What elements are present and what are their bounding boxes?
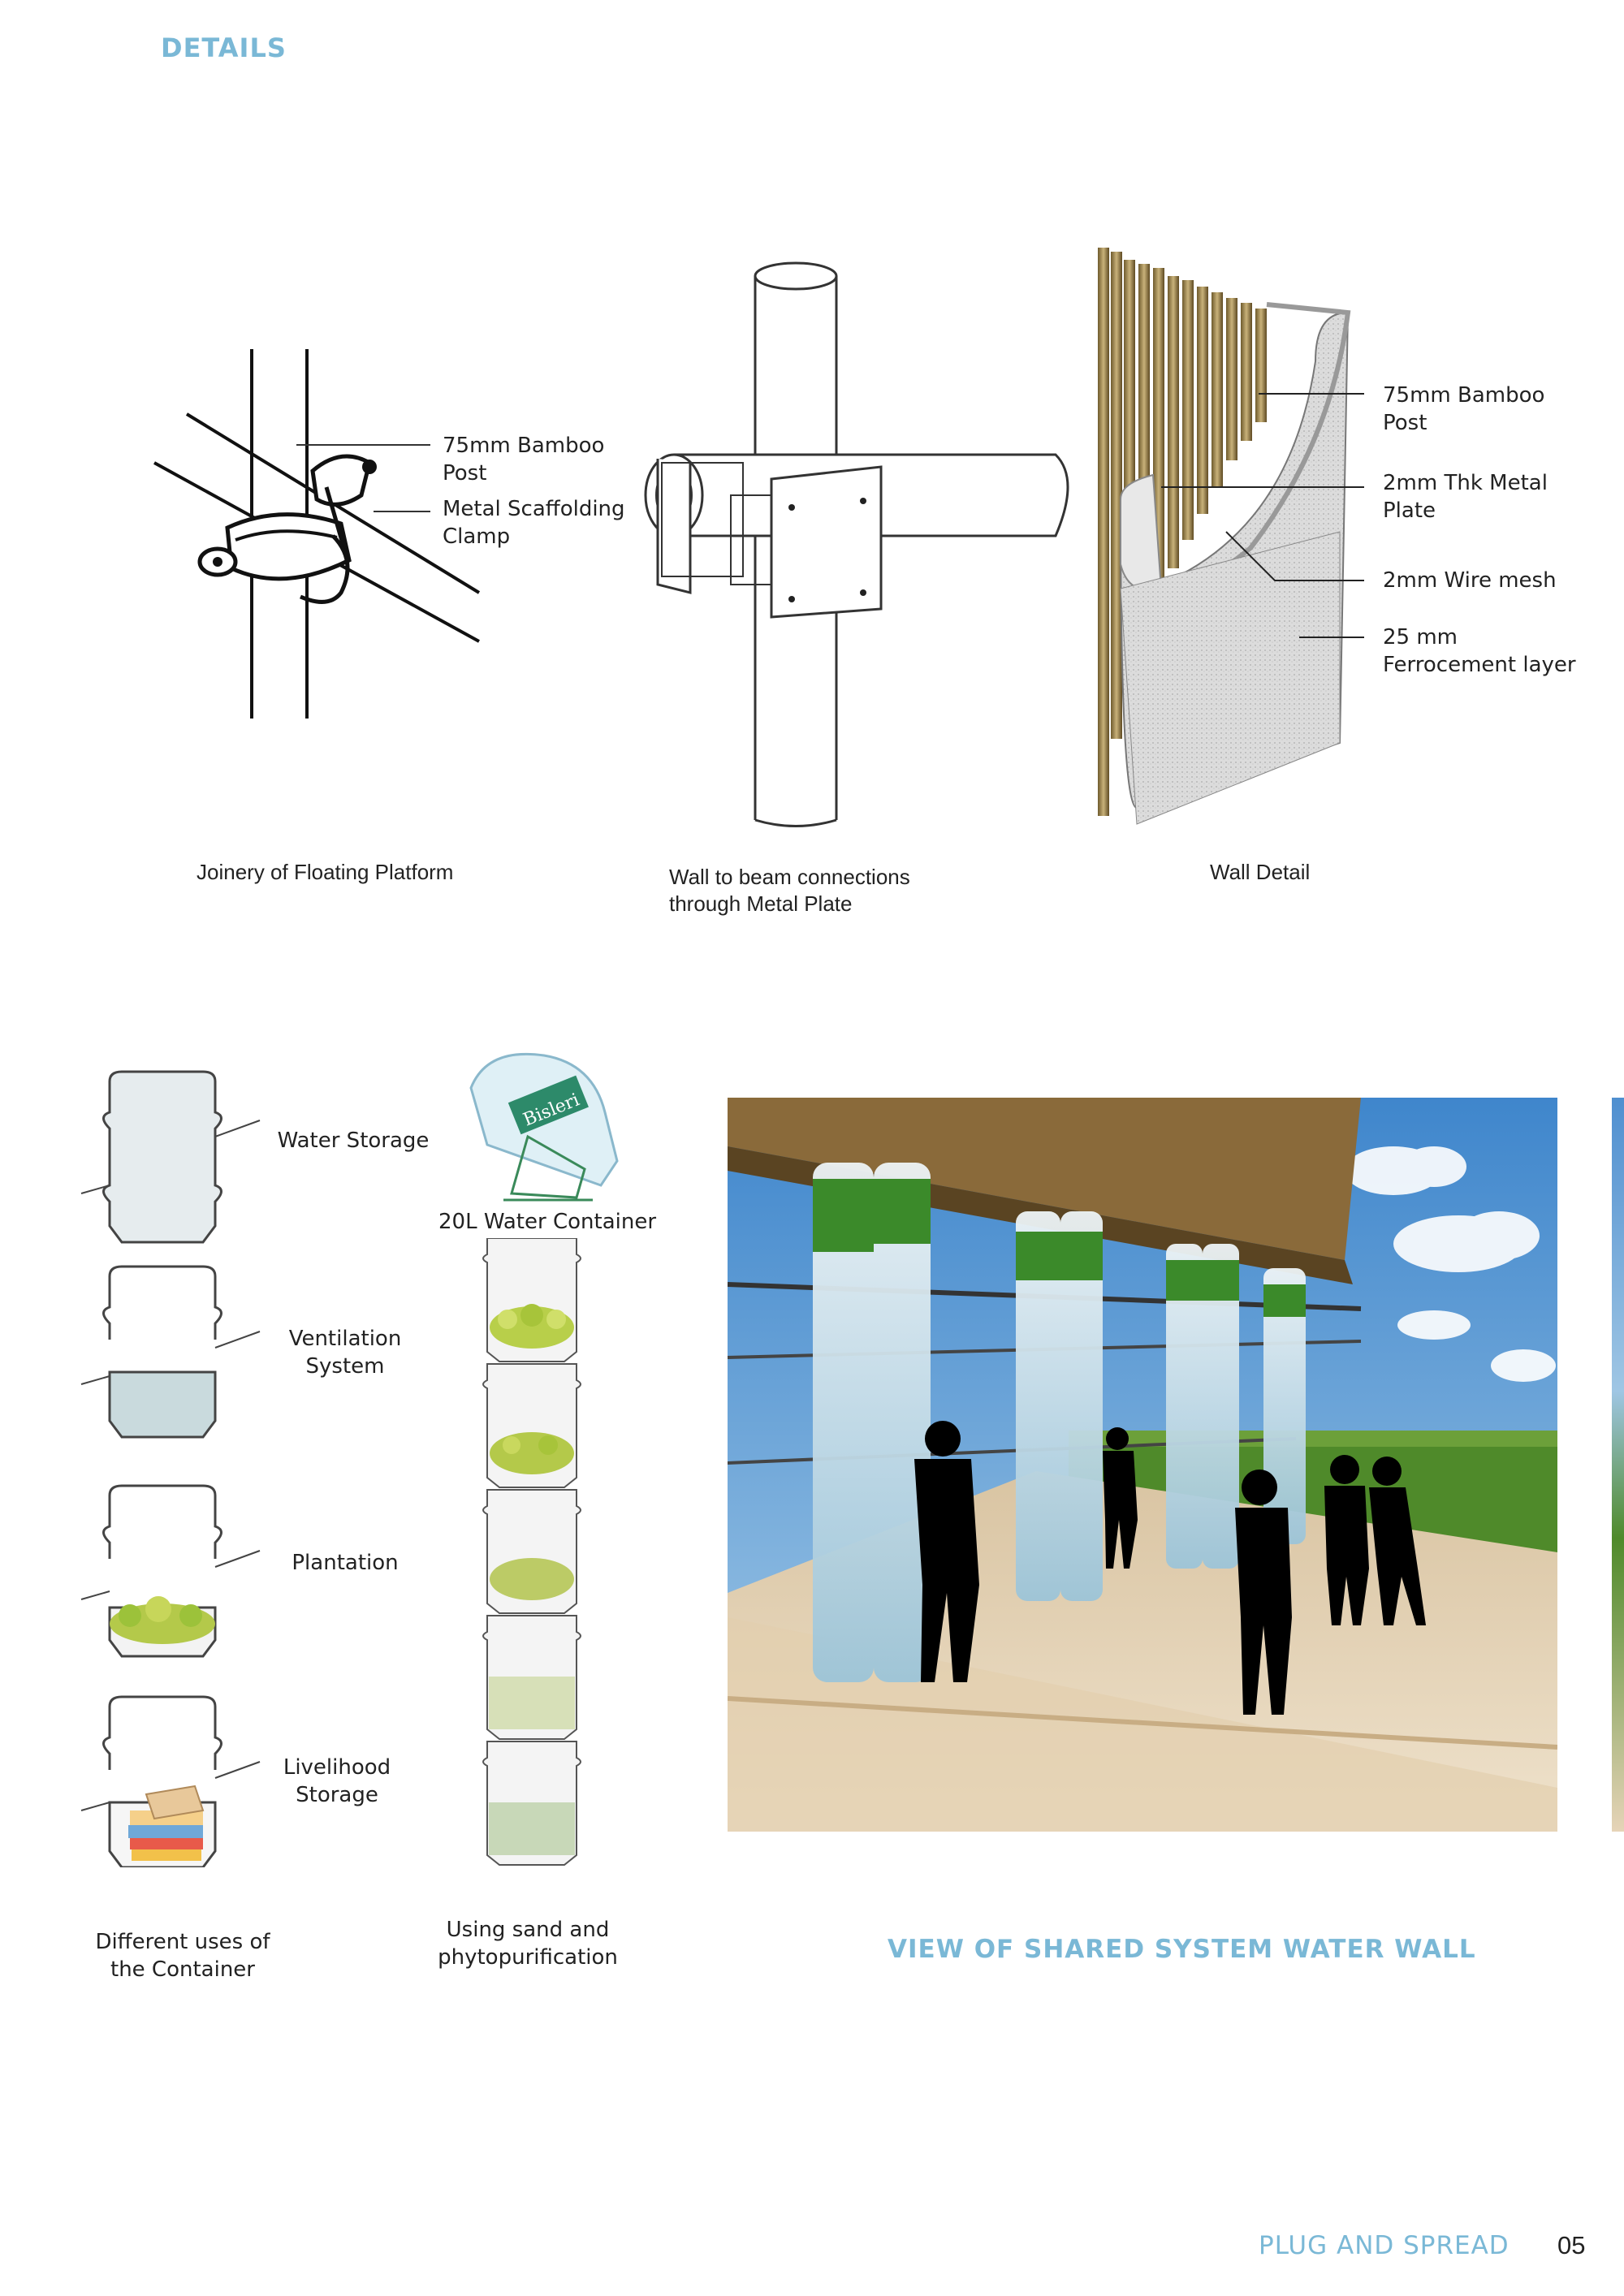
use-label-plantation: Plantation: [292, 1551, 399, 1575]
adjacent-render-sliver: [1612, 1098, 1624, 1832]
bottle-column-2: [1016, 1211, 1103, 1601]
footer-title: PLUG AND SPREAD: [1259, 2231, 1510, 2260]
use-label-ventilation: Ventilation System: [288, 1327, 402, 1379]
joinery-caption: Joinery of Floating Platform: [197, 860, 454, 884]
joinery-drawing: [138, 349, 495, 731]
page-number: 05: [1557, 2231, 1586, 2259]
bottle-label: 20L Water Container: [438, 1210, 657, 1234]
wall-label-plate: 2mm Thk Metal Plate: [1383, 471, 1548, 523]
bottle-column-4: [1263, 1268, 1306, 1544]
bottle-column-1: [813, 1163, 931, 1682]
beam-connection-drawing: [633, 260, 1088, 828]
wall-detail-drawing: [1088, 240, 1364, 832]
container-uses-drawing: [73, 1064, 268, 1867]
container-plantation: [81, 1486, 260, 1656]
container-livelihood: [81, 1697, 260, 1867]
joinery-label-clamp: Metal Scaffolding Clamp: [443, 497, 625, 549]
wall-label-bamboo: 75mm Bamboo Post: [1383, 383, 1545, 435]
water-bottle-drawing: [455, 1039, 633, 1210]
container-uses-caption: Different uses of the Container: [95, 1930, 270, 1982]
use-label-water: Water Storage: [277, 1129, 430, 1153]
wall-caption: Wall Detail: [1210, 860, 1311, 884]
bottle-brand: Bisleri: [520, 1090, 583, 1131]
joinery-label-post: 75mm Bamboo Post: [443, 434, 605, 486]
beam-caption: Wall to beam connections through Metal Plate: [669, 865, 910, 916]
container-ventilation: [81, 1267, 260, 1437]
container-water: [81, 1072, 260, 1242]
section-title: DETAILS: [161, 32, 287, 63]
wall-label-mesh: 2mm Wire mesh: [1383, 568, 1557, 593]
purification-caption: Using sand and phytopurification: [438, 1918, 618, 1970]
water-wall-render: [728, 1098, 1557, 1832]
wall-label-ferrocement: 25 mm Ferrocement layer: [1383, 625, 1576, 677]
use-label-livelihood: Livelihood Storage: [283, 1755, 391, 1807]
render-title: VIEW OF SHARED SYSTEM WATER WALL: [888, 1935, 1476, 1964]
filter-stack-drawing: [475, 1238, 589, 1880]
bottle-column-3: [1166, 1244, 1239, 1569]
